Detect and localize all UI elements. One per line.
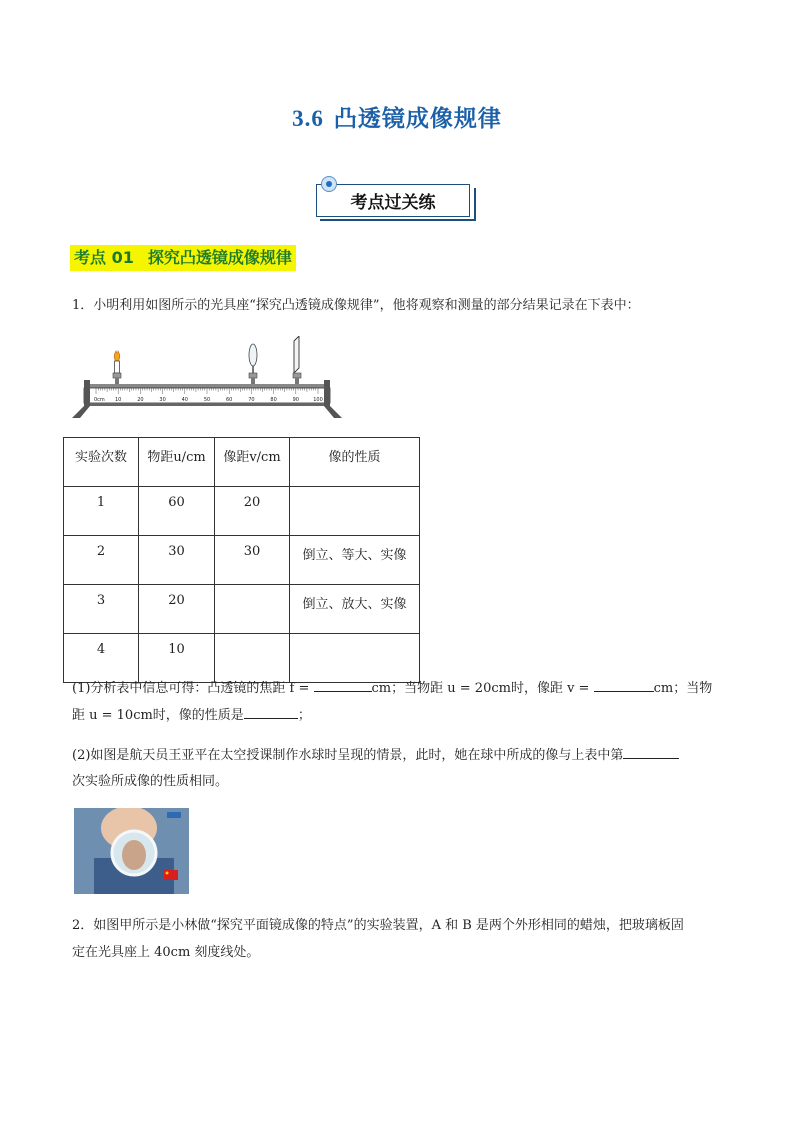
text-span: (1)分析表中信息可得：凸透镜的焦距 f = xyxy=(72,681,314,696)
table-cell: 10 xyxy=(139,634,215,683)
table-cell: 30 xyxy=(215,536,290,585)
bench-tick-label: 20 xyxy=(137,397,144,403)
table-header-cell: 像距v/cm xyxy=(215,438,290,487)
table-cell: 20 xyxy=(139,585,215,634)
q2-line2: 定在光具座上 40cm 刻度线处。 xyxy=(72,945,260,960)
table-header-cell: 物距u/cm xyxy=(139,438,215,487)
text-span: cm；当物 xyxy=(653,681,713,696)
bench-tick-label: 80 xyxy=(270,397,277,403)
bench-tick-label: 30 xyxy=(159,397,166,403)
table-cell: 3 xyxy=(64,585,139,634)
q1-sub1-line2 xyxy=(72,706,311,726)
bench-tick-label: 90 xyxy=(292,397,299,403)
badge-text: 考点过关练 xyxy=(350,193,436,213)
q1-sub1-line1 xyxy=(72,679,712,699)
title-text: 凸透镜成像规律 xyxy=(333,106,502,132)
bench-tick-label: 100 xyxy=(313,397,323,403)
table-cell: 倒立、等大、实像 xyxy=(290,536,420,585)
title-number: 3.6 xyxy=(292,106,324,131)
optical-bench-figure xyxy=(72,336,342,418)
astronaut-water-ball-photo xyxy=(74,808,189,894)
badge-dot-icon xyxy=(321,176,337,192)
table-cell: 20 xyxy=(215,487,290,536)
bench-tick-label: 0cm xyxy=(94,397,105,403)
table-cell: 2 xyxy=(64,536,139,585)
table-cell: 1 xyxy=(64,487,139,536)
section-label: 考点 01 xyxy=(74,248,134,267)
table-header-cell: 实验次数 xyxy=(64,438,139,487)
q1-sub2-line1 xyxy=(72,746,679,766)
table-cell xyxy=(215,585,290,634)
answer-blank[interactable] xyxy=(314,691,372,692)
lens-icon xyxy=(249,344,257,384)
q1-sub2-line2: 次实验所成像的性质相同。 xyxy=(72,774,229,789)
text-span: cm；当物距 u = 20cm时，像距 v = xyxy=(371,681,594,696)
bench-tick-label: 40 xyxy=(181,397,188,403)
q2-line1: 2．如图甲所示是小林做“探究平面镜成像的特点”的实验装置，A 和 B 是两个外形相同的蜡烛，把玻璃板固 xyxy=(72,918,684,933)
text-span: (2)如图是航天员王亚平在太空授课制作水球时呈现的情景，此时，她在球中所成的像与上表中第 xyxy=(72,748,624,763)
table-row xyxy=(64,487,420,536)
table-header-cell: 像的性质 xyxy=(290,438,420,487)
candle-icon xyxy=(113,351,121,384)
section-topic: 探究凸透镜成像规律 xyxy=(147,248,292,267)
table-cell: 30 xyxy=(139,536,215,585)
table-cell xyxy=(290,634,420,683)
table-cell: 4 xyxy=(64,634,139,683)
bench-tick-label: 60 xyxy=(226,397,233,403)
bench-tick-label: 10 xyxy=(115,397,122,403)
section-badge xyxy=(316,184,470,217)
bench-tick-label: 70 xyxy=(248,397,255,403)
screen-icon xyxy=(293,336,301,384)
table-cell: 60 xyxy=(139,487,215,536)
text-span: ； xyxy=(297,708,311,723)
answer-blank[interactable] xyxy=(244,718,298,719)
table-cell xyxy=(290,487,420,536)
answer-blank[interactable] xyxy=(623,758,679,759)
data-table xyxy=(63,437,420,683)
table-cell: 倒立、放大、实像 xyxy=(290,585,420,634)
table-row xyxy=(64,634,420,683)
table-row xyxy=(64,585,420,634)
section-heading xyxy=(70,245,296,271)
q1-intro: 1．小明利用如图所示的光具座“探究凸透镜成像规律”，他将观察和测量的部分结果记录在下表中： xyxy=(72,298,640,313)
page-title xyxy=(0,100,794,133)
table-header-row xyxy=(64,438,420,487)
table-cell xyxy=(215,634,290,683)
text-span: 距 u = 10cm时，像的性质是 xyxy=(72,708,244,723)
bench-tick-label: 50 xyxy=(203,397,211,403)
answer-blank[interactable] xyxy=(594,691,654,692)
table-row xyxy=(64,536,420,585)
